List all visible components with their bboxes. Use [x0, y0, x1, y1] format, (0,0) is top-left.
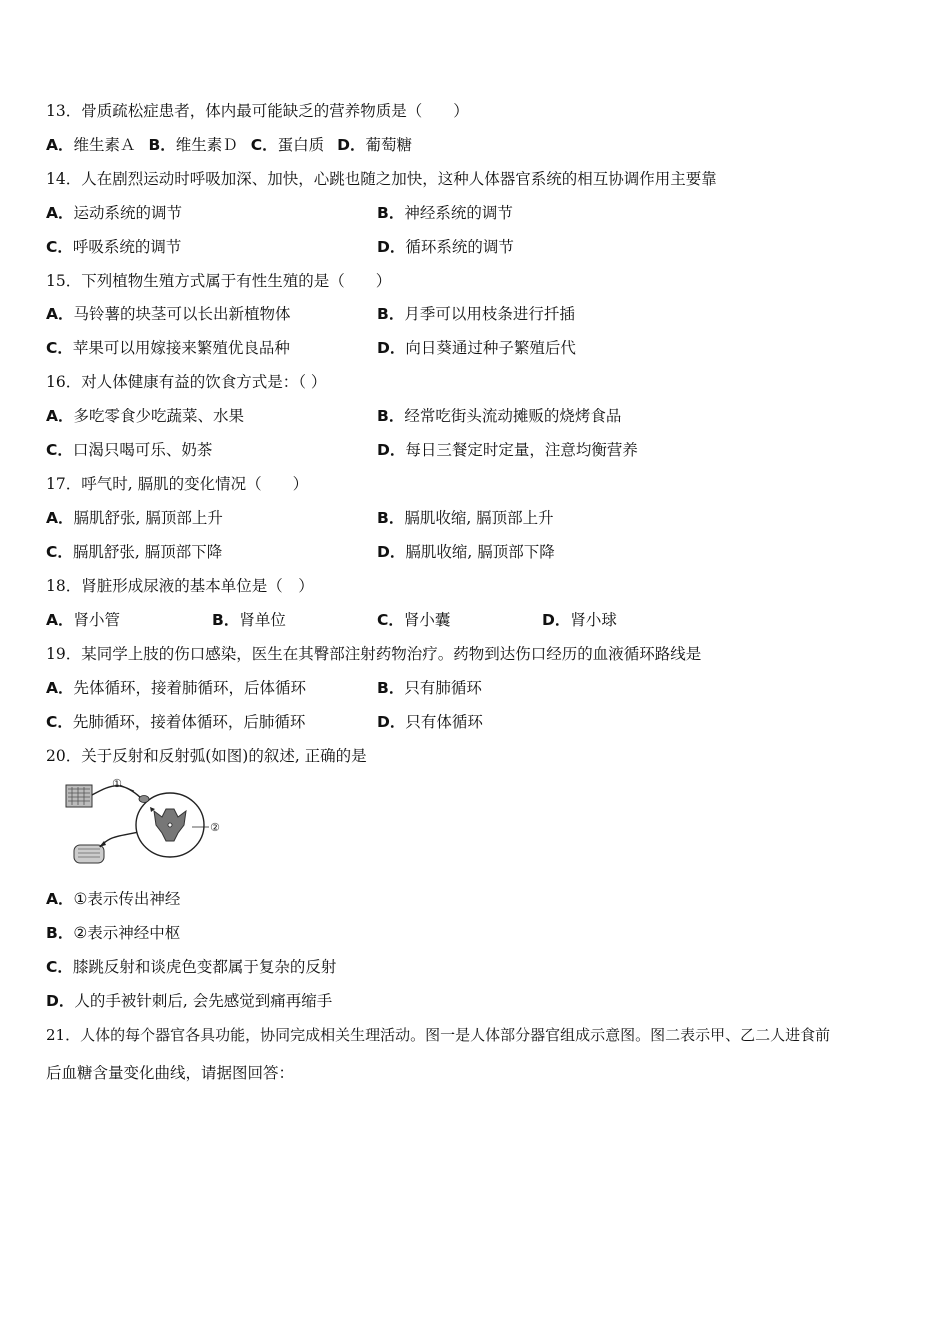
q16-option-d-label: D． — [377, 441, 406, 459]
q14-option-b-text: 神经系统的调节 — [404, 204, 513, 222]
q17-option-a-label: A． — [46, 509, 74, 527]
q18-option-a-label: A． — [46, 611, 74, 629]
q18-option-b-label: B． — [212, 611, 240, 629]
q18-stem: 18．肾脏形成尿液的基本单位是（ ） — [46, 577, 314, 595]
q18-option-c — [377, 609, 450, 631]
q17-option-b-text: 膈肌收缩, 膈顶部上升 — [404, 509, 554, 527]
q20-option-a — [46, 888, 180, 910]
q16-option-d — [377, 439, 638, 461]
q20-option-c-text: 膝跳反射和谈虎色变都属于复杂的反射 — [72, 958, 337, 976]
q20-option-b-text: ②表示神经中枢 — [73, 924, 181, 942]
q21-stem-line2: 后血糖含量变化曲线，请据图回答： — [46, 1064, 295, 1082]
q14-option-d-text: 循环系统的调节 — [405, 238, 514, 256]
q19-option-d-label: D． — [377, 713, 406, 731]
figure-label-2: ② — [210, 821, 220, 834]
q16-option-b-text: 经常吃街头流动摊贩的烧烤食品 — [404, 407, 622, 425]
q20-stem: 20．关于反射和反射弧(如图)的叙述, 正确的是 — [46, 747, 367, 765]
q14-option-b-label: B． — [377, 204, 405, 222]
q20-option-b — [46, 922, 180, 944]
q18-option-b — [212, 609, 286, 631]
q15-stem: 15．下列植物生殖方式属于有性生殖的是（ ） — [46, 272, 392, 290]
q16-option-c — [46, 439, 212, 461]
q13-option-b: 维生素Ｄ — [175, 136, 238, 154]
q13-option-d: 葡萄糖 — [365, 136, 412, 154]
q16-option-a — [46, 405, 244, 427]
q19-option-a-text: 先体循环，接着肺循环，后体循环 — [73, 679, 307, 697]
q14-option-d — [377, 236, 514, 258]
q17-option-d-label: D． — [377, 543, 406, 561]
q13-option-a: 维生素Ａ — [73, 136, 136, 154]
q15-option-c — [46, 337, 290, 359]
q18-option-d-text: 肾小球 — [570, 611, 617, 629]
q18-option-a — [46, 609, 120, 631]
q21-stem-line1: 21．人体的每个器官各具功能，协同完成相关生理活动。图一是人体部分器官组成示意图。图二表示甲、乙二人进食前 — [46, 1026, 831, 1044]
q13-option-c-label: C． — [250, 136, 278, 154]
q19-option-a — [46, 677, 306, 699]
reflex-arc-figure — [62, 775, 232, 871]
q19-option-b-label: B． — [377, 679, 405, 697]
q17-option-d — [377, 541, 555, 563]
q18-option-c-label: C． — [377, 611, 404, 629]
q17-option-c-label: C． — [46, 543, 73, 561]
q16-option-c-label: C． — [46, 441, 73, 459]
q17-option-b — [377, 507, 554, 529]
q20-option-b-label: B． — [46, 924, 74, 942]
q16-option-d-text: 每日三餐定时定量，注意均衡营养 — [405, 441, 638, 459]
q15-option-c-text: 苹果可以用嫁接来繁殖优良品种 — [72, 339, 290, 357]
q19-option-d-text: 只有体循环 — [405, 713, 483, 731]
q16-option-c-text: 口渴只喝可乐、奶茶 — [72, 441, 213, 459]
q18-option-d-label: D． — [542, 611, 571, 629]
q15-option-b-label: B． — [377, 305, 405, 323]
q20-option-d-text: 人的手被针刺后, 会先感觉到痛再缩手 — [74, 992, 333, 1010]
q20-option-c-label: C． — [46, 958, 73, 976]
q16-option-b — [377, 405, 621, 427]
spinal-cord — [136, 793, 204, 857]
figure-label-1: ① — [112, 777, 122, 790]
q16-option-b-label: B． — [377, 407, 405, 425]
q15-option-c-label: C． — [46, 339, 73, 357]
q20-option-d — [46, 990, 332, 1012]
q17-option-c-text: 膈肌舒张, 膈顶部下降 — [72, 543, 223, 561]
q13-option-a-label: A． — [46, 136, 74, 154]
q19-option-c-label: C． — [46, 713, 73, 731]
q18-option-c-text: 肾小囊 — [403, 611, 451, 629]
q14-option-c-text: 呼吸系统的调节 — [72, 238, 182, 256]
effector-muscle — [74, 845, 104, 863]
q19-stem: 19．某同学上肢的伤口感染，医生在其臀部注射药物治疗。药物到达伤口经历的血液循环路线是 — [46, 645, 702, 663]
q16-option-a-label: A． — [46, 407, 74, 425]
q17-option-c — [46, 541, 222, 563]
q14-option-b — [377, 202, 513, 224]
q15-option-b — [377, 303, 575, 325]
q17-option-b-label: B． — [377, 509, 405, 527]
q19-option-c — [46, 711, 305, 733]
q14-option-c — [46, 236, 181, 258]
q19-option-d — [377, 711, 483, 733]
q16-option-a-text: 多吃零食少吃蔬菜、水果 — [73, 407, 245, 425]
q19-option-b-text: 只有肺循环 — [404, 679, 482, 697]
q19-option-b — [377, 677, 482, 699]
q18-option-a-text: 肾小管 — [73, 611, 121, 629]
q19-option-a-label: A． — [46, 679, 74, 697]
q20-option-c — [46, 956, 336, 978]
q18-option-d — [542, 609, 617, 631]
q13-option-b-label: B． — [148, 136, 176, 154]
q17-option-a-text: 膈肌舒张, 膈顶部上升 — [73, 509, 223, 527]
q15-option-a-label: A． — [46, 305, 74, 323]
ganglion — [139, 796, 149, 803]
q15-option-a-text: 马铃薯的块茎可以长出新植物体 — [73, 305, 291, 323]
q17-option-d-text: 膈肌收缩, 膈顶部下降 — [405, 543, 555, 561]
q19-option-c-text: 先肺循环，接着体循环，后肺循环 — [72, 713, 306, 731]
reflex-arc-diagram — [62, 775, 232, 871]
q15-option-d — [377, 337, 576, 359]
q14-option-a-label: A． — [46, 204, 74, 222]
q14-option-d-label: D． — [377, 238, 406, 256]
q17-option-a — [46, 507, 223, 529]
q14-stem: 14．人在剧烈运动时呼吸加深、加快，心跳也随之加快，这种人体器官系统的相互协调作用主要靠 — [46, 170, 717, 188]
q20-option-a-text: ①表示传出神经 — [73, 890, 181, 908]
q20-option-d-label: D． — [46, 992, 75, 1010]
q13-stem: 13．骨质疏松症患者，体内最可能缺乏的营养物质是（ ） — [46, 102, 469, 120]
q14-option-c-label: C． — [46, 238, 73, 256]
q15-option-d-text: 向日葵通过种子繁殖后代 — [405, 339, 576, 357]
q15-option-b-text: 月季可以用枝条进行扦插 — [404, 305, 575, 323]
receptor-patch — [66, 785, 92, 807]
q15-option-d-label: D． — [377, 339, 406, 357]
q13-options — [46, 134, 412, 156]
q14-option-a — [46, 202, 182, 224]
q16-stem: 16．对人体健康有益的饮食方式是：（ ） — [46, 373, 327, 391]
q15-option-a — [46, 303, 291, 325]
q18-option-b-text: 肾单位 — [239, 611, 286, 629]
q20-option-a-label: A． — [46, 890, 74, 908]
q13-option-c: 蛋白质 — [277, 136, 325, 154]
q17-stem: 17．呼气时, 膈肌的变化情况（ ） — [46, 475, 309, 493]
q13-option-d-label: D． — [337, 136, 366, 154]
q14-option-a-text: 运动系统的调节 — [73, 204, 183, 222]
